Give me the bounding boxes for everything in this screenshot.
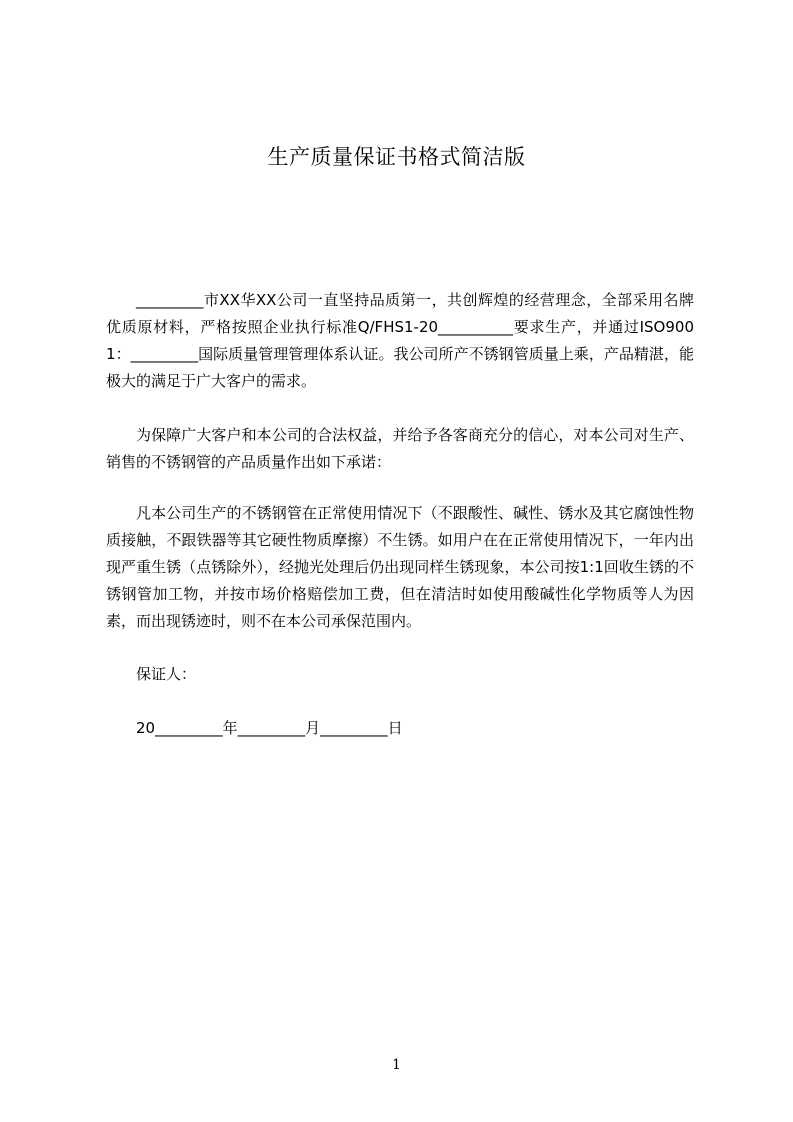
guarantor-label: 保证人： bbox=[136, 665, 197, 683]
paragraph-company-intro: _________市XX华XX公司一直坚持品质第一，共创辉煌的经营理念，全部采用名牌优质原材料，严格按照企业执行标准Q/FHS1-20__________要求生产，并通过ISO9001：_________国际质量管理管理体系认证。我公司所产不锈钢管质量上乘，产品精湛，能极大的满足于广大客户的需求。 bbox=[106, 291, 694, 390]
document-title: 生产质量保证书格式简洁版 bbox=[267, 145, 526, 169]
paragraph-commitment: 凡本公司生产的不锈钢管在正常使用情况下（不跟酸性、碱性、锈水及其它腐蚀性物质接触，不跟铁器等其它硬性物质摩擦）不生锈。如用户在在正常使用情况下，一年内出现严重生锈（点锈除外），经抛光处理后仍出现同样生锈现象，本公司按1:1回收生锈的不锈钢管加工物，并按市场价格赔偿加工费，但在清洁时如使用酸碱性化学物质等人为因素，而出现锈迹时，则不在本公司承保范围内。 bbox=[106, 504, 694, 630]
date-line: 20_________年_________月_________日 bbox=[136, 719, 403, 737]
paragraph-purpose: 为保障广大客户和本公司的合法权益，并给予各客商充分的信心，对本公司对生产、销售的不锈钢管的产品质量作出如下承诺： bbox=[106, 426, 694, 471]
page-number: 1 bbox=[392, 1057, 401, 1073]
